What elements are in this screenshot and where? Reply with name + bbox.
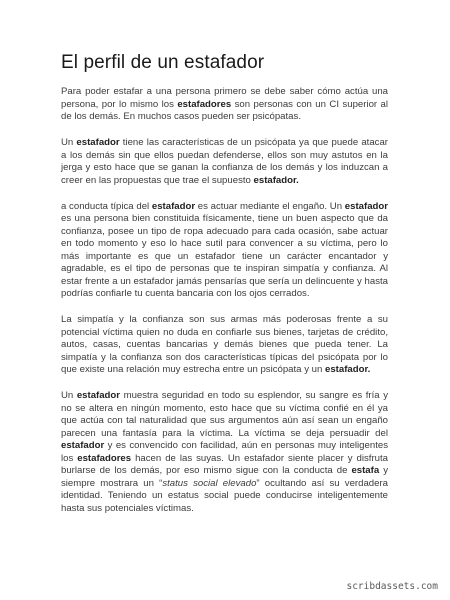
text-run: a conducta típica del — [61, 200, 152, 212]
document-body — [61, 86, 388, 529]
paragraph-2 — [61, 137, 388, 187]
paragraph-3 — [61, 201, 388, 301]
text-run: muestra seguridad en todo su esplendor, su sangre es fría y no se altera en ningún momento, esto hace que su víctima confié en él ya que actúa con tal naturalidad que sus argumentos aún así sean un engaño parecen una fantasía para la víctima. La víctima se deja persuadir del — [61, 390, 388, 439]
bold-term: estafador — [344, 200, 388, 212]
bold-term: estafador. — [253, 174, 299, 186]
bold-term: estafa — [351, 465, 380, 476]
text-run: y siempre mostrara un “ — [61, 465, 388, 489]
text-run: Un — [61, 137, 77, 148]
text-run: ” ocultando así su verdadera identidad. Teniendo un estatus social puede conducirse inteligentemente hasta sus potenciales víctimas. — [61, 477, 388, 514]
text-run: tiene las características de un psicópata ya que puede atacar a los demás sin que ellos puedan defenderse, ellos son muy astutos en la jerga y esto hace que se ganan la confianza de los demás y los induzcan a creer en las propuestas que trae el supuesto — [61, 137, 388, 186]
italic-phrase: status social elevado — [162, 477, 257, 489]
bold-term: estafador — [76, 137, 120, 148]
paragraph-1 — [61, 86, 388, 124]
text-run: Un — [61, 390, 77, 401]
text-run: hacen de las suyas. Un estafador siente placer y disfruta burlarse de los demás, por eso mismo sigue con la conducta de — [61, 452, 388, 476]
bold-term: estafador — [61, 440, 105, 451]
text-run: es actuar mediante el engaño. Un — [195, 200, 345, 212]
text-run: Para poder estafar a una persona primero se debe saber cómo actúa una persona, por lo mismo los — [61, 86, 388, 110]
page-title: El perfil de un estafador — [61, 52, 265, 73]
bold-term: estafadores — [77, 452, 132, 464]
text-run: y es convencido con facilidad, aún en personas muy inteligentes los — [61, 440, 388, 464]
bold-term: estafador — [76, 390, 121, 401]
paragraph-4 — [61, 314, 388, 377]
text-run: es una persona bien constituida físicamente, tiene un buen aspecto que da confianza, posee un tipo de ropa adecuado para cada ocasión, sabe actuar en todo momento y eso lo hace sutil para convencer a su víctima, pero lo más importante es que un estafador tiene un carácter encantador y agradable, es el tipo de personas que te inspiran simpatía y confianza. Al estar frente a un estafador jamás pensarías que sería un delincuente y hasta podrías confiarle tu cuenta bancaria con los ojos cerrados. — [61, 213, 388, 299]
paragraph-5 — [61, 390, 388, 515]
text-run: La simpatía y la confianza son sus armas más poderosas frente a su potencial víctima quien no duda en confiarle sus bienes, tarjetas de crédito, autos, casas, cuentas bancarias y demás bienes que pueda tener. La simpatía y la confianza son dos características típicas del psicópata por lo que existe una relación muy estrecha entre un psicópata y un — [61, 314, 388, 375]
bold-term: estafador. — [325, 364, 371, 375]
bold-term: estafador — [151, 200, 196, 212]
text-run: son personas con un CI superior al de los demás. En muchos casos pueden ser psicópatas. — [61, 98, 388, 122]
watermark-footer: scribdassets.com — [346, 581, 438, 592]
bold-term: estafadores — [177, 98, 232, 110]
